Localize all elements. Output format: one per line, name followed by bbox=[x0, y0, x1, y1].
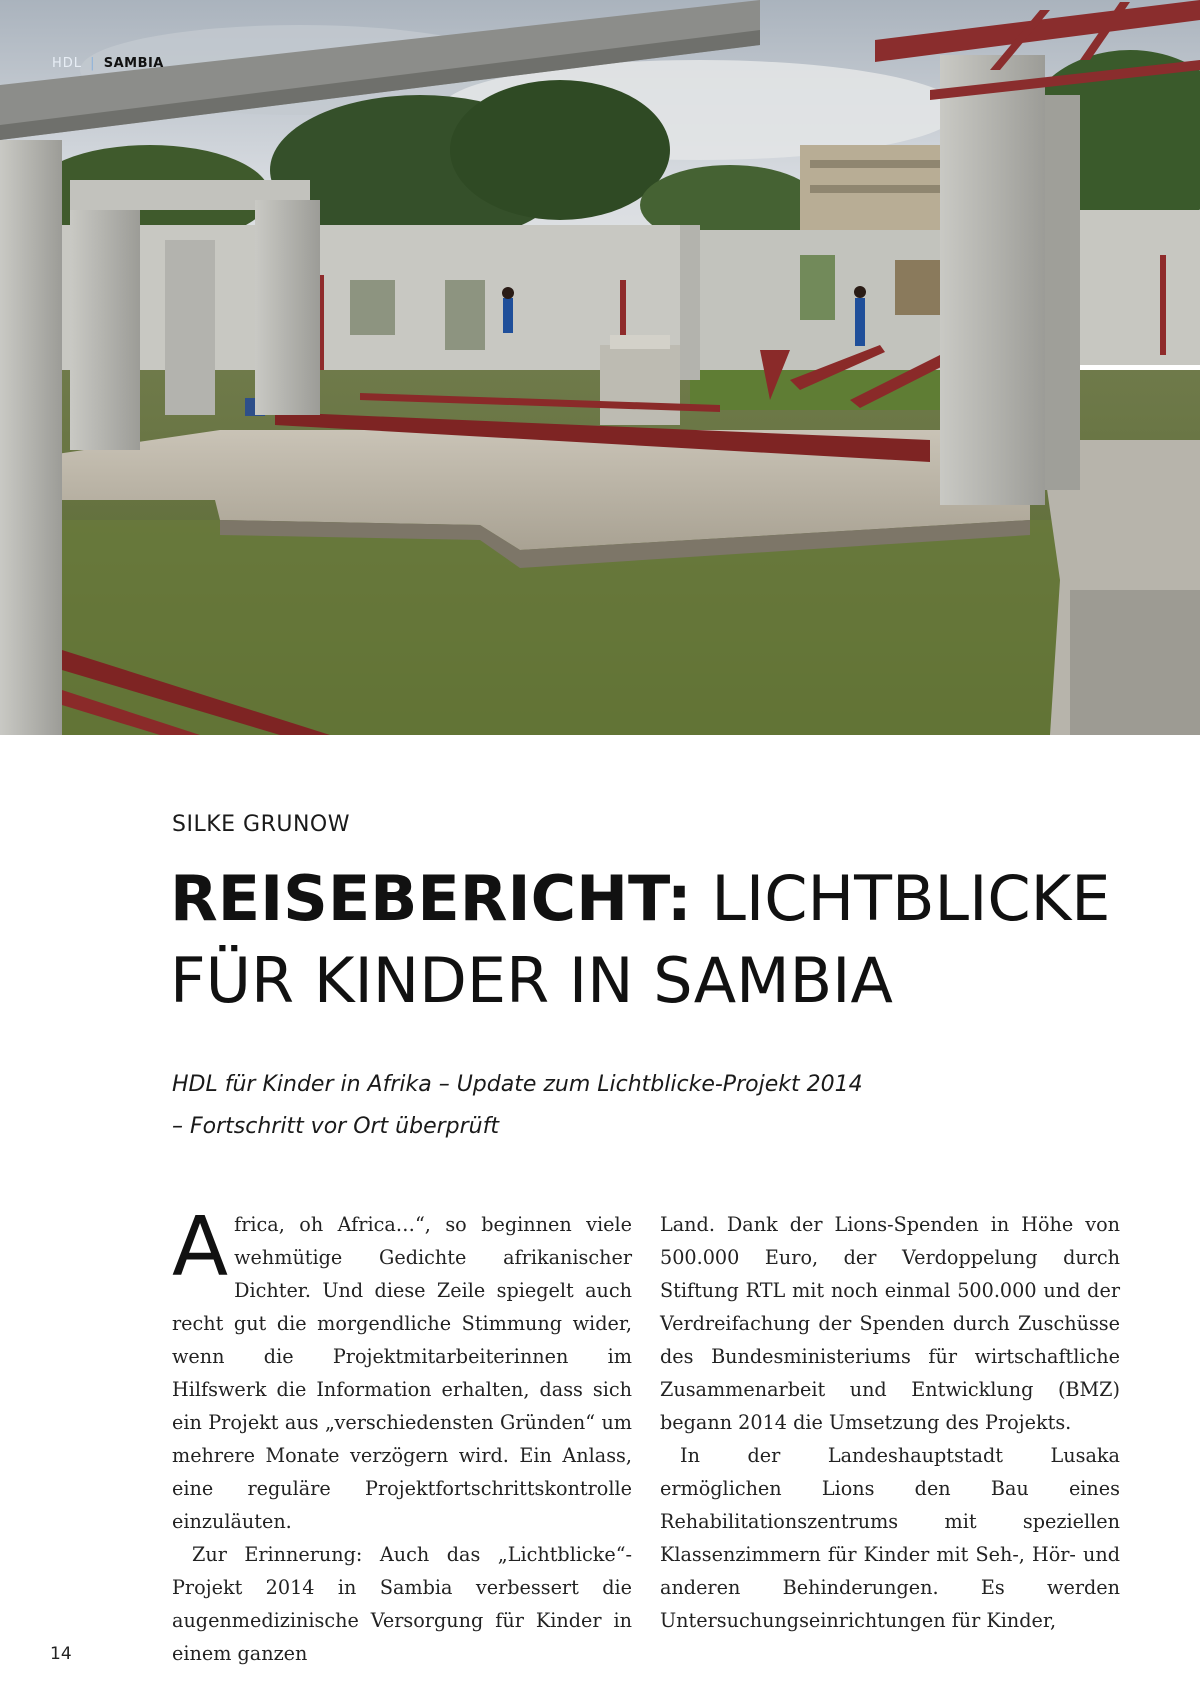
drop-cap: A bbox=[172, 1200, 229, 1295]
article-paragraph-text: frica, oh Africa…“, so beginnen viele wehmütige Gedichte afrikanischer Dichter. Und diese Zeile spiegelt auch recht gut die morgendliche Stimmung wider, wenn die Projektmitarbeiterinnen im Hilfswerk die Information erhalten, dass sich ein Projekt aus „verschiedensten Gründen“ um mehrere Monate verzögern wird. Ein Anlass, eine reguläre Projektfortschrittskontrolle einzuläuten. bbox=[172, 1213, 632, 1533]
article-paragraph bbox=[172, 1200, 632, 1538]
article-title-bold: REISEBERICHT: bbox=[170, 862, 692, 935]
page-number: 14 bbox=[50, 1644, 72, 1664]
article-paragraph: Land. Dank der Lions-Spenden in Höhe von 500.000 Euro, der Verdoppelung durch Stiftung RTL mit noch einmal 500.000 und der Verdreifachung der Spenden durch Zuschüsse des Bundesministeriums für wirtschaftliche Zusammenarbeit und Entwicklung (BMZ) begann 2014 die Umsetzung des Projekts. bbox=[660, 1213, 1120, 1434]
article-author: SILKE GRUNOW bbox=[172, 812, 350, 837]
article-title-line1: LICHTBLICKE bbox=[691, 862, 1111, 935]
article-paragraph: In der Landeshauptstadt Lusaka ermöglichen Lions den Bau eines Rehabilitationszentrums mit speziellen Klassenzimmern für Kinder mit Seh-, Hör- und anderen Behinderungen. Es werden Untersuchungseinrichtungen für Kinder, bbox=[660, 1444, 1120, 1632]
article-paragraph: Zur Erinnerung: Auch das „Lichtblicke“-Projekt 2014 in Sambia verbessert die augenmedizinische Versorgung für Kinder in einem ganzen bbox=[172, 1543, 632, 1665]
article-subtitle bbox=[172, 1064, 1072, 1148]
article-column-right bbox=[660, 1208, 1120, 1637]
article-column-left bbox=[172, 1200, 632, 1670]
running-head-separator: | bbox=[90, 56, 96, 71]
construction-site-photo bbox=[0, 0, 1200, 735]
running-head bbox=[52, 56, 164, 71]
running-head-brand: HDL bbox=[52, 56, 83, 71]
article-subtitle-line2: – Fortschritt vor Ort überprüft bbox=[172, 1114, 499, 1139]
article-title bbox=[170, 858, 1130, 1022]
article-subtitle-line1: HDL für Kinder in Afrika – Update zum Lichtblicke-Projekt 2014 bbox=[172, 1072, 863, 1097]
running-head-section: SAMBIA bbox=[103, 56, 164, 71]
article-title-line2: FÜR KINDER IN SAMBIA bbox=[170, 944, 893, 1017]
